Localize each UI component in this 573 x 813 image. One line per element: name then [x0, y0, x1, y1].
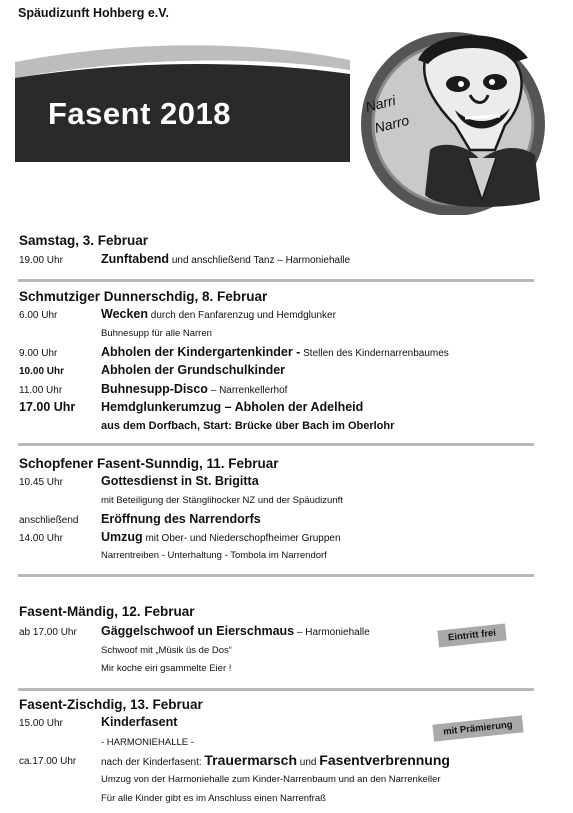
event-line: nach der Kinderfasent: Trauermarsch und Fasentverbrennung [101, 752, 450, 768]
event-line: Zunftabend und anschließend Tanz – Harmoniehalle [101, 252, 351, 266]
event-time: 11.00 Uhr [19, 385, 63, 396]
day-heading: Schopfener Fasent-Sunndig, 11. Februar [19, 456, 279, 471]
event-time: 15.00 Uhr [19, 718, 63, 729]
event-name: Fasentverbrennung [319, 752, 450, 768]
event-name: Eröffnung des Narrendorfs [101, 512, 261, 526]
event-name: Wecken [101, 307, 149, 321]
event-detail: aus dem Dorfbach, Start: Brücke über Bach im Oberlohr [101, 420, 395, 432]
event-line [101, 400, 363, 414]
day-heading: Schmutziger Dunnerschdig, 8. Februar [19, 289, 268, 304]
event-line [101, 474, 259, 488]
badge-text-narri: Narri [363, 92, 398, 115]
event-time: 10.00 Uhr [19, 366, 65, 377]
event-name: Kinderfasent [101, 715, 178, 729]
event-line [101, 512, 261, 526]
badge-text-narro: Narro [372, 111, 411, 136]
free-entry-tag: Eintritt frei [437, 623, 506, 647]
event-name: Abholen der Kindergartenkinder - [101, 345, 301, 359]
event-detail: - HARMONIEHALLE - [101, 737, 194, 748]
event-time: 19.00 Uhr [19, 255, 63, 266]
event-line [101, 363, 285, 377]
day-heading: Samstag, 3. Februar [19, 233, 149, 248]
event-time: anschließend [19, 515, 79, 526]
event-detail: Für alle Kinder gibt es im Anschluss einen Narrenfraß [101, 793, 326, 804]
event-line: Wecken durch den Fanfarenzug und Hemdglunker [101, 307, 336, 321]
event-name: Gäggelschwoof un Eierschmaus [101, 624, 295, 638]
divider [18, 574, 534, 577]
award-tag: mit Prämierung [432, 715, 523, 741]
event-detail: Narrentreiben - Unterhaltung - Tombola im Narrendorf [101, 550, 327, 561]
divider [18, 279, 534, 282]
event-line: Gäggelschwoof un Eierschmaus – Harmoniehalle [101, 624, 370, 638]
event-line: Abholen der Kindergartenkinder - Stellen des Kindernarrenbaumes [101, 345, 449, 359]
event-detail: Umzug von der Harmoniehalle zum Kinder-Narrenbaum und an den Narrenkeller [101, 774, 441, 785]
divider [18, 688, 534, 691]
event-time: ca.17.00 Uhr [19, 756, 77, 767]
event-detail: Schwoof mit „Müsik üs de Dos“ [101, 645, 232, 656]
event-time: 6.00 Uhr [19, 310, 58, 321]
event-time: 14.00 Uhr [19, 533, 63, 544]
event-line: Umzug mit Ober- und Niederschopfheimer Gruppen [101, 530, 341, 544]
event-name: Gottesdienst in St. Brigitta [101, 474, 259, 488]
page-title: Fasent 2018 [48, 96, 231, 131]
event-name: Zunftabend [101, 252, 170, 266]
event-time: 10.45 Uhr [19, 477, 63, 488]
club-name: Späudizunft Hohberg e.V. [18, 6, 169, 20]
event-time: ab 17.00 Uhr [19, 627, 77, 638]
event-name: Abholen der Grundschulkinder [101, 363, 286, 377]
event-line: Buhnesupp-Disco – Narrenkellerhof [101, 382, 288, 396]
event-name: Umzug [101, 530, 143, 544]
event-name: Hemdglunkerumzug – Abholen der Adelheid [101, 400, 364, 414]
event-time: 17.00 Uhr [19, 400, 76, 414]
event-detail: mit Beteiligung der Stänglihocker NZ und der Späudizunft [101, 495, 343, 506]
day-heading: Fasent-Mändig, 12. Februar [19, 604, 195, 619]
event-detail: Mir koche eiri gsammelte Eier ! [101, 663, 232, 674]
divider [18, 443, 534, 446]
event-line [101, 715, 177, 729]
event-time: 9.00 Uhr [19, 348, 58, 359]
event-name: Trauermarsch [204, 752, 298, 768]
event-detail: Buhnesupp für alle Narren [101, 328, 212, 339]
event-name: Buhnesupp-Disco [101, 382, 208, 396]
day-heading: Fasent-Zischdig, 13. Februar [19, 697, 203, 712]
